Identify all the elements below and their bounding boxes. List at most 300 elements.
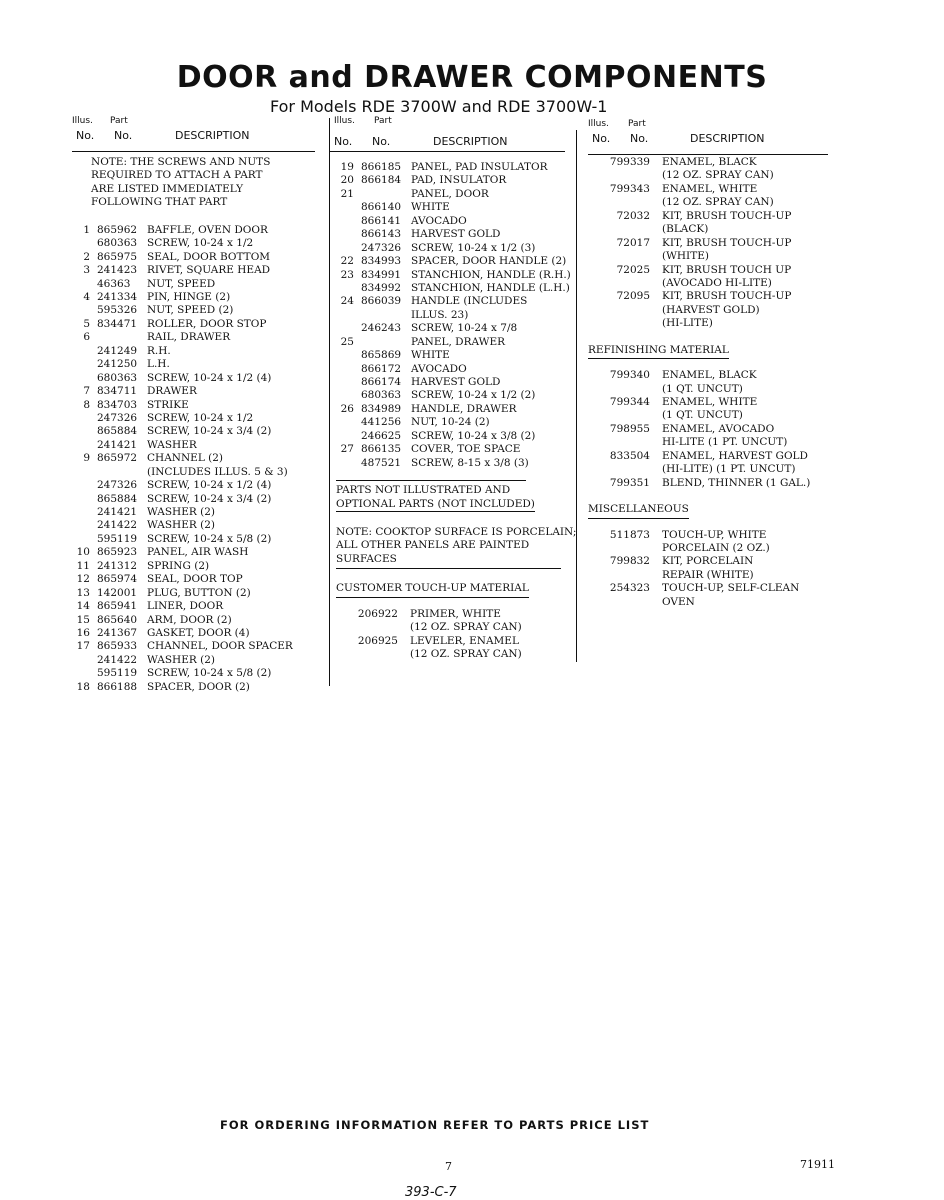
part-description: WASHER (2): [147, 519, 215, 532]
part-number: 866039: [361, 295, 402, 308]
column-divider: [576, 130, 577, 662]
part-row: [72, 533, 315, 546]
part-row: [588, 409, 828, 422]
part-row: [588, 196, 828, 209]
part-description: (HARVEST GOLD): [662, 303, 760, 316]
part-description: KIT, BRUSH TOUCH-UP: [662, 290, 792, 303]
part-description: KIT, BRUSH TOUCH-UP: [662, 209, 792, 222]
touchup-heading: [336, 582, 565, 597]
column-2: [330, 115, 577, 662]
no-label: No.: [592, 132, 611, 145]
part-description: (INCLUDES ILLUS. 5 & 3): [147, 465, 288, 478]
illus-number: 27: [340, 443, 354, 456]
part-row: [588, 237, 828, 250]
part-number: 865962: [97, 223, 138, 236]
part-number: 241421: [97, 506, 138, 518]
part-description: SCREW, 10-24 x 3/4 (2): [147, 492, 272, 505]
part-row: [336, 188, 565, 201]
part-number: 799351: [609, 476, 650, 489]
part-description: (12 OZ. SPRAY CAN): [662, 169, 774, 182]
illus-number: 25: [340, 335, 354, 348]
illus-number: 7: [83, 385, 90, 398]
part-number: 865933: [97, 640, 138, 653]
illus-number: 1: [83, 223, 90, 236]
part-description: (1 QT. UNCUT): [662, 382, 743, 395]
illus-number: 24: [340, 295, 354, 308]
part-number: 680363: [97, 371, 138, 384]
part-row: [588, 463, 828, 476]
part-description: ENAMEL, WHITE: [662, 182, 758, 195]
part-number: 866135: [361, 443, 402, 456]
part-description: KIT, PORCELAIN: [662, 555, 754, 568]
part-row: [72, 439, 315, 452]
part-number: 799339: [609, 156, 650, 168]
part-row: [336, 215, 565, 228]
part-row: [72, 667, 315, 680]
part-number: 441256: [361, 416, 402, 429]
part-description: ENAMEL, BLACK: [662, 369, 757, 382]
part-description: ILLUS. 23): [411, 308, 469, 321]
part-number: 865884: [97, 425, 138, 438]
part-row: [588, 396, 828, 409]
misc-list: [588, 529, 828, 610]
part-row: [72, 425, 315, 438]
part-row: [72, 479, 315, 492]
part-description: (HI-LITE): [662, 317, 713, 330]
part-number: 865640: [97, 613, 138, 626]
illus-number: 26: [340, 402, 354, 415]
part-number: 46363: [97, 277, 131, 290]
illus-number: 18: [76, 680, 90, 693]
part-number: 241249: [97, 344, 138, 357]
not-illustrated-note: [336, 480, 535, 512]
part-row: [588, 304, 828, 317]
part-number: 247326: [97, 479, 138, 492]
part-description: ENAMEL, BLACK: [662, 156, 757, 168]
part-description: NUT, 10-24 (2): [411, 416, 490, 429]
part-description: TOUCH-UP, WHITE: [662, 528, 767, 541]
part-description: WASHER (2): [147, 653, 215, 666]
part-description: SCREW, 10-24 x 5/8 (2): [147, 532, 272, 545]
part-row: [588, 317, 828, 330]
description-label: DESCRIPTION: [433, 135, 508, 148]
part-description: CHANNEL, DOOR SPACER: [147, 640, 293, 653]
part-row: [336, 389, 565, 402]
part-row: [588, 436, 828, 449]
part-description: SCREW, 10-24 x 1/2 (4): [147, 371, 272, 384]
part-row: [72, 452, 315, 465]
illus-number: 8: [83, 398, 90, 411]
part-row: [336, 309, 565, 322]
part-description: HARVEST GOLD: [411, 228, 501, 241]
part-row: [588, 477, 828, 490]
part-number: 595326: [97, 304, 138, 317]
ordering-footer: FOR ORDERING INFORMATION REFER TO PARTS PRICE LIST: [220, 1118, 650, 1132]
part-description: AVOCADO: [411, 214, 467, 227]
part-row: [336, 403, 565, 416]
part-description: RAIL, DRAWER: [147, 331, 231, 344]
part-row: [336, 295, 565, 308]
part-number: 865941: [97, 600, 138, 613]
part-number: 866172: [361, 362, 402, 375]
no-label: No.: [334, 135, 353, 148]
part-description: PORCELAIN (2 OZ.): [662, 541, 770, 554]
no-label: No.: [76, 129, 95, 142]
part-description: HANDLE (INCLUDES: [411, 295, 528, 308]
part-number: 241250: [97, 358, 138, 371]
part-row: [336, 608, 565, 621]
part-description: PAD, INSULATOR: [411, 174, 507, 187]
part-description: (WHITE): [662, 250, 709, 263]
part-row: [588, 529, 828, 542]
part-description: SCREW, 10-24 x 1/2 (2): [411, 389, 536, 402]
part-number: 247326: [97, 411, 138, 424]
part-row: [336, 228, 565, 241]
part-row: [336, 443, 565, 456]
part-description: PANEL, PAD INSULATOR: [411, 161, 548, 173]
part-description: ENAMEL, HARVEST GOLD: [662, 449, 808, 462]
part-number: 865923: [97, 546, 138, 559]
part-number: 834471: [97, 317, 138, 330]
part-number: 799340: [609, 369, 650, 382]
part-number: 866188: [97, 680, 138, 693]
part-number: 511873: [609, 528, 650, 541]
part-description: REPAIR (WHITE): [662, 568, 754, 581]
part-row: [72, 681, 315, 694]
part-description: WHITE: [411, 349, 450, 362]
part-label: Part: [628, 119, 646, 129]
part-description: SPRING (2): [147, 559, 210, 572]
part-description: R.H.: [147, 344, 171, 357]
part-number: 833504: [609, 449, 650, 462]
refinishing-list: [588, 369, 828, 490]
part-row: [336, 457, 565, 470]
column-3: [588, 118, 828, 609]
part-description: PRIMER, WHITE: [410, 607, 501, 620]
part-row: [336, 281, 570, 295]
part-row: [72, 412, 315, 425]
illus-number: 4: [83, 291, 90, 303]
part-number: 680363: [361, 389, 402, 402]
page-subtitle: For Models RDE 3700W and RDE 3700W-1: [270, 97, 608, 116]
part-number: 865972: [97, 452, 138, 465]
part-row: [72, 358, 315, 371]
part-row: [588, 569, 828, 582]
part-description: PANEL, DRAWER: [411, 335, 506, 348]
part-row: [72, 546, 315, 559]
part-description: (HI-LITE) (1 PT. UNCUT): [662, 463, 796, 476]
part-number: 246625: [361, 429, 402, 442]
part-description: HI-LITE (1 PT. UNCUT): [662, 436, 788, 449]
note-line: FOLLOWING THAT PART: [91, 196, 228, 209]
part-description: OVEN: [662, 595, 695, 608]
part-number: 799832: [609, 555, 650, 568]
part-row: [588, 264, 828, 277]
part-number: 866143: [361, 228, 402, 241]
part-description: WASHER: [147, 438, 197, 451]
part-description: KIT, BRUSH TOUCH UP: [662, 263, 792, 276]
part-number: 241422: [97, 653, 138, 666]
part-description: SPACER, DOOR (2): [147, 680, 250, 693]
part-row: [72, 560, 315, 573]
illus-number: 17: [76, 640, 90, 653]
part-row: [72, 291, 315, 304]
part-description: NUT, SPEED (2): [147, 304, 234, 317]
part-number: 254323: [609, 582, 650, 595]
part-number: 72095: [616, 290, 650, 303]
part-row: [588, 582, 828, 595]
part-row: [72, 372, 315, 385]
part-number: 834991: [361, 268, 402, 281]
part-description: (AVOCADO HI-LITE): [662, 276, 772, 289]
part-description: ENAMEL, WHITE: [662, 396, 758, 409]
part-description: RIVET, SQUARE HEAD: [147, 264, 271, 277]
part-description: STANCHION, HANDLE (L.H.): [411, 281, 570, 294]
part-row: [336, 322, 565, 335]
part-number: 72025: [616, 263, 650, 276]
part-number: 241312: [97, 559, 138, 572]
part-description: SCREW, 10-24 x 1/2 (4): [147, 479, 272, 492]
part-row: [336, 161, 565, 174]
part-row: [588, 277, 828, 290]
part-description: WHITE: [411, 201, 450, 214]
part-row: [72, 466, 315, 479]
description-label: DESCRIPTION: [175, 129, 250, 142]
part-row: [588, 223, 828, 236]
part-number: 866140: [361, 201, 402, 214]
note-line: NOTE: COOKTOP SURFACE IS PORCELAIN;: [336, 525, 577, 538]
part-row: [336, 376, 565, 389]
illus-number: 9: [83, 452, 90, 465]
part-row: [72, 399, 315, 412]
parts-list: [336, 161, 571, 470]
part-row: [336, 648, 565, 661]
part-description: TOUCH-UP, SELF-CLEAN: [662, 582, 800, 595]
part-description: ROLLER, DOOR STOP: [147, 317, 267, 330]
part-description: SCREW, 10-24 x 3/8 (2): [411, 429, 536, 442]
touchup-list: [336, 608, 565, 662]
part-row: [336, 336, 565, 349]
note-line: SURFACES: [336, 552, 397, 565]
part-description: LINER, DOOR: [147, 600, 224, 613]
part-description: SCREW, 10-24 x 5/8 (2): [147, 667, 272, 680]
part-row: [588, 596, 828, 609]
illus-number: 20: [340, 174, 354, 187]
part-description: SCREW, 8-15 x 3/8 (3): [411, 456, 529, 469]
section-heading: MISCELLANEOUS: [588, 503, 689, 518]
illus-number: 11: [76, 559, 90, 572]
part-description: SEAL, DOOR TOP: [147, 573, 243, 586]
part-description: SEAL, DOOR BOTTOM: [147, 250, 271, 263]
part-row: [336, 349, 565, 362]
illus-number: 15: [76, 613, 90, 626]
part-description: SCREW, 10-24 x 7/8: [411, 322, 518, 335]
part-description: SPACER, DOOR HANDLE (2): [411, 255, 567, 268]
part-description: SCREW, 10-24 x 1/2 (3): [411, 241, 536, 254]
touchup-list-continued: [588, 156, 828, 331]
part-row: [588, 423, 828, 436]
part-row: [72, 587, 315, 600]
part-description: COVER, TOE SPACE: [411, 443, 521, 456]
part-number: 799344: [609, 396, 650, 409]
part-row: [72, 345, 315, 358]
part-number: 799343: [609, 182, 650, 195]
part-row: [72, 614, 315, 627]
part-description: NUT, SPEED: [147, 277, 216, 290]
part-description: PLUG, BUTTON (2): [147, 586, 251, 599]
part-row: [72, 304, 315, 317]
illus-number: 12: [76, 573, 90, 586]
part-number: 834992: [361, 281, 402, 294]
part-number: 241422: [97, 519, 138, 532]
refinishing-heading: [588, 344, 828, 359]
part-row: [72, 654, 315, 667]
part-number: 865974: [97, 573, 138, 586]
illus-number: 14: [76, 600, 90, 613]
part-row: [588, 183, 828, 196]
part-number: 834711: [97, 385, 138, 398]
part-number: 72032: [616, 209, 650, 222]
illus-number: 22: [340, 255, 354, 268]
part-row: [336, 255, 565, 268]
part-description: AVOCADO: [411, 362, 467, 375]
part-row: [72, 600, 315, 613]
part-row: [588, 555, 828, 568]
part-row: [588, 450, 828, 463]
part-number: 72017: [616, 236, 650, 249]
note-line: REQUIRED TO ATTACH A PART: [91, 169, 263, 182]
part-number: 241423: [97, 264, 138, 277]
parts-list: [72, 224, 315, 694]
part-description: (12 OZ. SPRAY CAN): [410, 621, 522, 634]
handwritten-reference: 393-C-7: [405, 1185, 457, 1200]
illus-number: 19: [340, 161, 354, 173]
part-description: (12 OZ. SPRAY CAN): [410, 648, 522, 661]
cooktop-note: [336, 525, 577, 569]
part-number: 206925: [357, 634, 398, 647]
part-description: L.H.: [147, 358, 170, 371]
part-row: [588, 290, 828, 303]
illus-label: Illus.: [588, 119, 609, 129]
no-label: No.: [630, 132, 649, 145]
part-description: SCREW, 10-24 x 1/2: [147, 411, 254, 424]
part-row: [336, 416, 565, 429]
illus-number: 13: [76, 586, 90, 599]
part-description: GASKET, DOOR (4): [147, 626, 250, 639]
note-line: ARE LISTED IMMEDIATELY: [91, 182, 244, 195]
part-row: [588, 169, 828, 182]
part-number: 798955: [609, 422, 650, 435]
part-row: [336, 268, 571, 282]
part-row: [336, 635, 565, 648]
part-row: [336, 430, 565, 443]
part-row: [72, 640, 315, 653]
illus-number: 21: [340, 187, 354, 200]
part-label: Part: [374, 116, 392, 126]
note-line: OPTIONAL PARTS (NOT INCLUDED): [336, 498, 535, 512]
part-description: (1 QT. UNCUT): [662, 409, 743, 422]
section-heading: REFINISHING MATERIAL: [588, 344, 729, 359]
part-description: HANDLE, DRAWER: [411, 402, 517, 415]
part-number: 866141: [361, 214, 402, 227]
part-description: BLEND, THINNER (1 GAL.): [662, 476, 811, 489]
illus-number: 23: [340, 268, 354, 281]
part-number: 206922: [357, 607, 398, 620]
part-description: KIT, BRUSH TOUCH-UP: [662, 236, 792, 249]
illus-label: Illus.: [334, 116, 355, 126]
column-1-header: [72, 115, 315, 152]
part-description: (BLACK): [662, 223, 709, 236]
part-description: (12 OZ. SPRAY CAN): [662, 196, 774, 209]
part-number: 866184: [361, 174, 402, 187]
part-number: 142001: [97, 586, 138, 599]
column-1: [72, 115, 315, 694]
part-description: ENAMEL, AVOCADO: [662, 422, 775, 435]
part-number: 865975: [97, 250, 138, 263]
part-number: 866185: [361, 161, 402, 173]
page-number: 7: [445, 1160, 452, 1173]
part-number: 246243: [361, 322, 402, 335]
misc-heading: [588, 503, 828, 518]
part-row: [72, 493, 315, 506]
part-number: 595119: [97, 667, 138, 680]
screws-note: [91, 156, 315, 210]
part-number: 680363: [97, 237, 138, 250]
part-description: SCREW, 10-24 x 3/4 (2): [147, 425, 272, 438]
illus-number: 16: [76, 626, 90, 639]
part-number: 241421: [97, 438, 138, 451]
part-description: PIN, HINGE (2): [147, 291, 231, 303]
part-description: ARM, DOOR (2): [147, 613, 232, 626]
part-description: WASHER (2): [147, 506, 215, 518]
section-heading: CUSTOMER TOUCH-UP MATERIAL: [336, 582, 529, 597]
part-number: 865884: [97, 492, 138, 505]
illus-number: 10: [76, 546, 90, 559]
part-row: [588, 156, 828, 169]
description-label: DESCRIPTION: [690, 132, 765, 145]
part-row: [72, 318, 315, 331]
part-row: [588, 210, 828, 223]
part-row: [72, 519, 315, 532]
part-description: PANEL, AIR WASH: [147, 546, 249, 559]
part-row: [72, 385, 315, 398]
part-description: STRIKE: [147, 398, 189, 411]
column-3-header: [588, 118, 828, 155]
part-row: [588, 369, 828, 382]
part-description: STANCHION, HANDLE (R.H.): [411, 268, 571, 281]
note-line: NOTE: THE SCREWS AND NUTS: [91, 156, 271, 168]
part-description: CHANNEL (2): [147, 452, 223, 465]
part-row: [72, 224, 315, 237]
no-label: No.: [114, 129, 133, 142]
column-2-header: [330, 115, 565, 152]
illus-label: Illus.: [72, 116, 93, 126]
part-label: Part: [110, 116, 128, 126]
part-number: 487521: [361, 456, 402, 469]
part-row: [72, 237, 315, 250]
document-number: 71911: [800, 1158, 835, 1171]
part-description: SCREW, 10-24 x 1/2: [147, 237, 254, 250]
no-label: No.: [372, 135, 391, 148]
part-row: [72, 251, 315, 264]
part-row: [336, 174, 565, 187]
part-description: LEVELER, ENAMEL: [410, 634, 519, 647]
illus-number: 6: [83, 331, 90, 344]
illus-number: 5: [83, 317, 90, 330]
illus-number: 2: [83, 250, 90, 263]
part-number: 834989: [361, 402, 402, 415]
part-description: BAFFLE, OVEN DOOR: [147, 223, 268, 236]
